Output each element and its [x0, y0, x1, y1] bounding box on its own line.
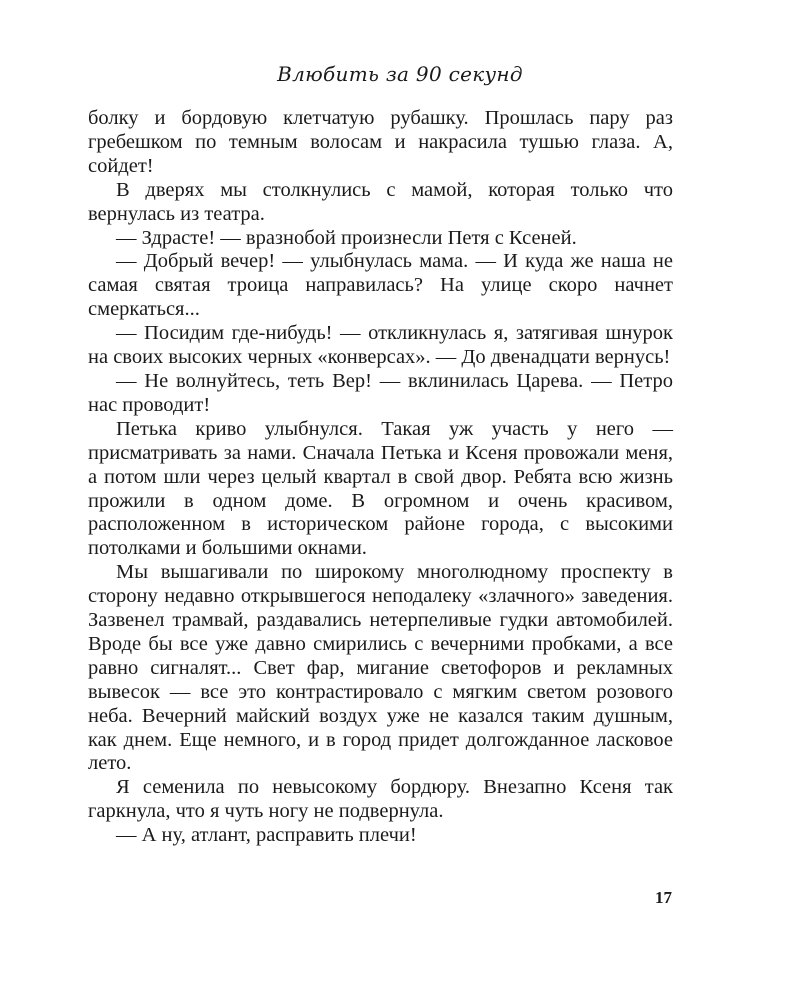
- paragraph: — Добрый вечер! — улыбнулась мама. — И куда же наша не самая святая троица направилась? На улице скоро начнет смеркаться...: [88, 250, 673, 321]
- paragraph: В дверях мы столкнулись с мамой, которая только что вернулась из театра.: [88, 178, 673, 225]
- paragraph: — Посидим где-нибудь! — откликнулась я, затягивая шнурок на своих высоких черных «конверсах». — До двенадцати вернусь!: [88, 322, 673, 369]
- paragraph: — Здрасте! — вразнобой произнесли Петя с Ксеней.: [116, 226, 577, 249]
- paragraph: Петька криво улыбнулся. Такая уж участь у него — присматривать за нами. Сначала Петька и Ксеня провожали меня, а потом шли через целый квартал в свой двор. Ребята всю жизнь прожили в одном доме. В огромном и очень красивом, расположенном в историческом районе города, с высокими потолками и большими окнами.: [88, 417, 673, 560]
- paragraph: болку и бордовую клетчатую рубашку. Прошлась пару раз гребешком по темным волосам и накрасила тушью глаза. А, сойдет!: [88, 107, 673, 177]
- paragraph: — А ну, атлант, расправить плечи!: [116, 824, 417, 847]
- page-body-text: [88, 107, 673, 848]
- paragraph: — Не волнуйтесь, теть Вер! — вклинилась Царева. — Петро нас проводит!: [88, 369, 673, 416]
- page-number: 17: [655, 888, 672, 907]
- running-title: Влюбить за 90 секунд: [277, 62, 523, 86]
- paragraph: Я семенила по невысокому бордюру. Внезапно Ксеня так гаркнула, что я чуть ногу не подвернула.: [88, 776, 673, 823]
- paragraph: Мы вышагивали по широкому многолюдному проспекту в сторону недавно открывшегося неподалеку «злачного» заведения. Зазвенел трамвай, раздавались нетерпеливые гудки автомобилей. Вроде бы все уже давно смирились с вечерними пробками, а все равно сигналят... Свет фар, мигание светофоров и рекламных вывесок — все это контрастировало с мягким светом розового неба. Вечерний майский воздух уже не казался таким душным, как днем. Еще немного, и в город придет долгожданное ласковое лето.: [88, 561, 673, 775]
